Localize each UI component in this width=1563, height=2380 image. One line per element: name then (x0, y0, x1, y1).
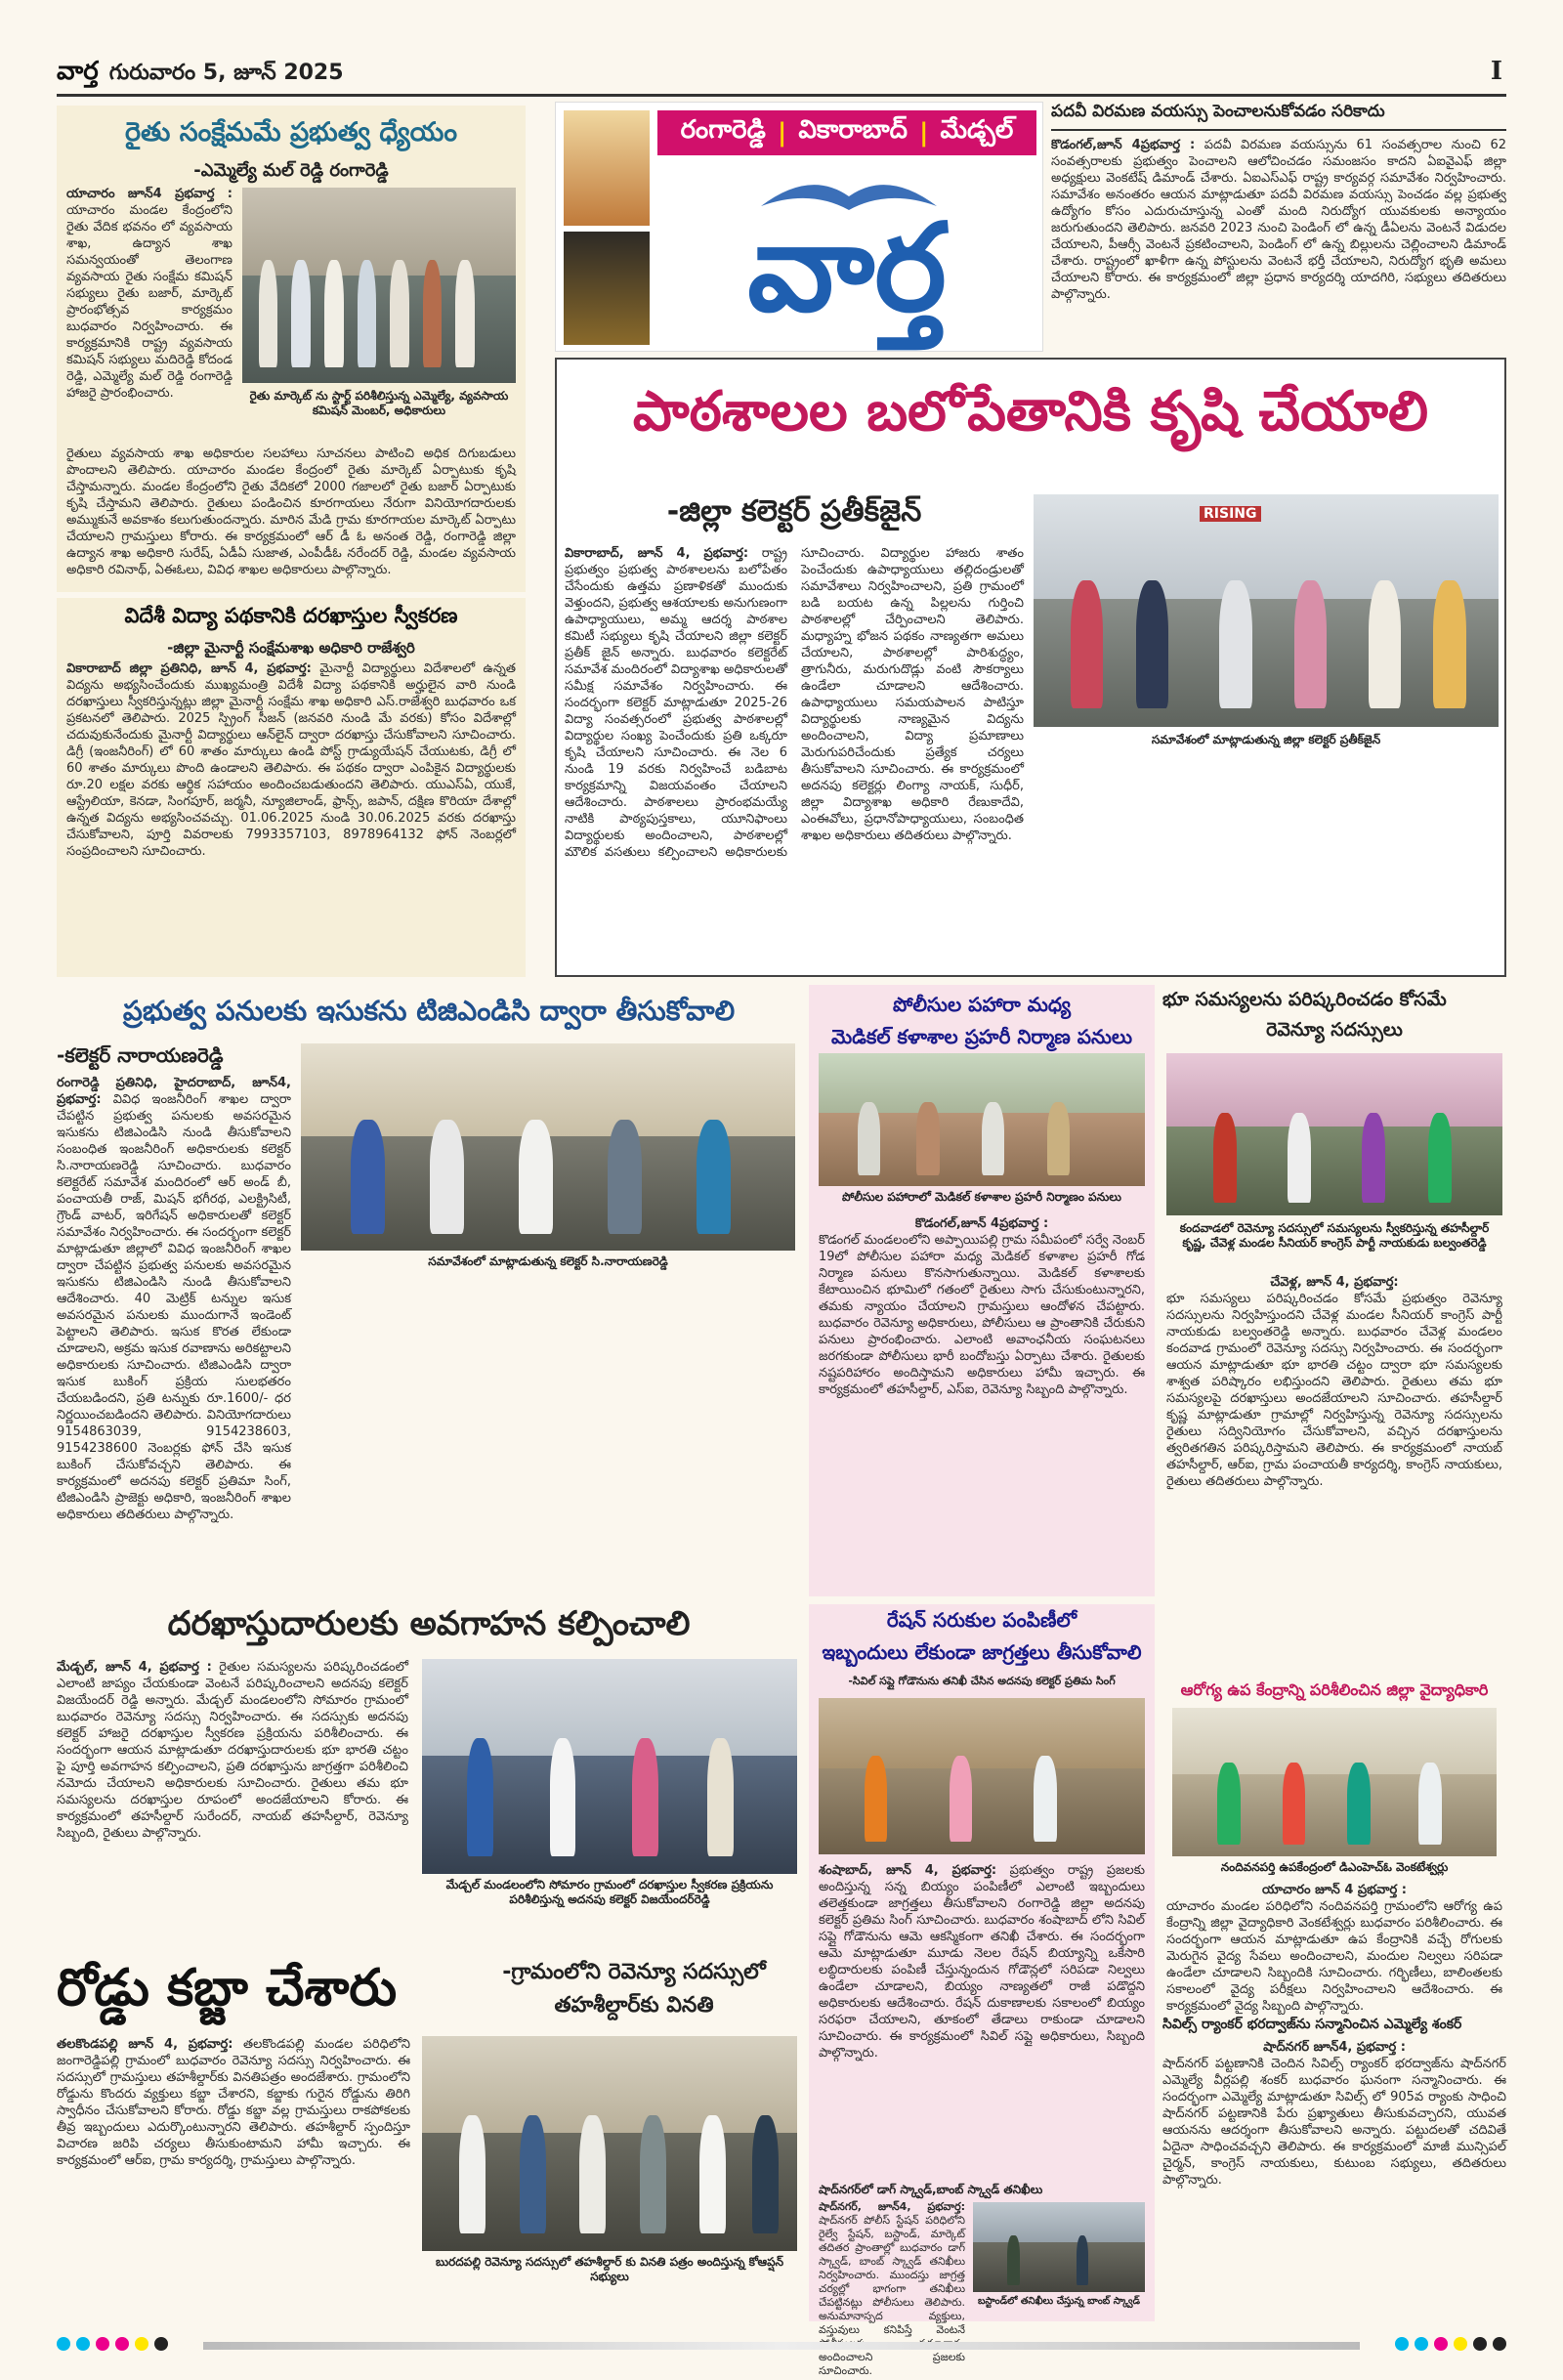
district-banner: రంగారెడ్డి | వికారాబాద్ | మేడ్చల్ వార్త (555, 102, 1043, 352)
godown-inspection-photo (819, 1698, 1145, 1854)
article-civils-ranker (1162, 2017, 1506, 2321)
dateline: కొడంగల్,జూన్ 4ప్రభవార్త : (914, 1216, 1049, 1231)
dateline: వికారాబాద్ జిల్లా ప్రతినిధి, జూన్ 4, ప్రభవార్త: (66, 661, 312, 676)
headline-line2: ఇబ్బందులు లేకుండా జాగ్రత్తలు తీసుకోవాలి (822, 1640, 1142, 1664)
dateline: కొడంగల్,జూన్ 4ప్రభవార్త : (1051, 138, 1196, 152)
article-body: షాద్‌నగర్ పోలీస్ స్టేషన్ పరిధిలోని రైల్వే స్టేషన్, బస్టాండ్, మార్కెట్ తదితర ప్రాంతాల్లో బుధవారం డాగ్ స్క్వాడ్, బాంబ్ స్క్వాడ్ తనిఖీలు నిర్వహించారు. ముందస్తు జాగ్రత్త చర్యల్లో భాగంగా తనిఖీలు చేపట్టినట్లు పోలీసులు తెలిపారు. అనుమానాస్పద వ్యక్తులు, వస్తువులు కనిపిస్తే వెంటనే అందించాలని ప్రజలకు సూచించారు. (819, 2214, 965, 2377)
headline: ఆరోగ్య ఉప కేంద్రాన్ని పరిశీలించిన జిల్లా వైద్యాధికారి (1180, 1680, 1489, 1699)
dateline: శంషాబాద్, జూన్ 4, ప్రభవార్త: (819, 1863, 997, 1878)
photo-caption: నందివనపర్తి ఉపకేంద్రంలో డిఎంహెచ్ఓ వెంకటేశ్వర్లు (1220, 1860, 1449, 1874)
headline-line1: రేషన్ సరుకుల పంపిణీలో (886, 1608, 1077, 1632)
petition-photo (422, 2036, 797, 2251)
article-dog-squad (819, 2183, 1145, 2377)
varta-logo: వార్త (747, 198, 947, 339)
photo-caption: బస్టాండ్‌లో తనిఖీలు చేస్తున్న బాంబ్ స్క్వాడ్ (977, 2296, 1141, 2307)
headline-line2: రెవెన్యూ సదస్సులు (1266, 1019, 1403, 1041)
article-body: రైతుల సమస్యలను పరిష్కరించడంలో ఎలాంటి జాప్యం చేయకుండా వెంటనే పరిష్కరించాలని అదనపు కలెక్టర్ విజయేందర్ రెడ్డి అన్నారు. మేడ్చల్ మండలంలోని సోమారం గ్రామంలో బుధవారం రెవెన్యూ సదస్సు నిర్వహించారు. ఈ సదస్సుకు అదనపు కలెక్టర్ హాజరై దరఖాస్తుల స్వీకరణ ప్రక్రియను పరిశీలించారు. ఈ సందర్భంగా ఆయన మాట్లాడుతూ దరఖాస్తుదారులకు భూ భారతి చట్టం పై పూర్తి అవగాహన కల్పించాలని, ప్రతి దరఖాస్తును జాగ్రత్తగా పరిశీలించి నమోదు చేయాలని అధికారులకు సూచించారు. రైతులు తమ భూ సమస్యలను దరఖాస్తుల రూపంలో అందజేయాలని కోరారు. ఈ కార్యక్రమంలో తహసీల్దార్ సురేందర్, నాయబ్ తహసీల్దార్, రెవెన్యూ సిబ్బంది, రైతులు పాల్గొన్నారు. (57, 1660, 408, 1841)
headline: రైతు సంక్షేమమే ప్రభుత్వ ధ్యేయం (124, 117, 458, 148)
dateline: తలకొండపల్లి జూన్ 4, ప్రభవార్త: (57, 2037, 233, 2052)
dateline: షాద్‌నగర్, జూన్4, ప్రభవార్త: (819, 2200, 965, 2213)
headline: ప్రభుత్వ పనులకు ఇసుకను టిజిఎండిసి ద్వారా తీసుకోవాలి (122, 995, 736, 1027)
article-body: యాచారం మండల కేంద్రంలోని రైతు వేదిక భవనం లో వ్యవసాయ శాఖ, ఉద్యాన శాఖ సమన్వయంతో తెలంగాణ వ్యవసాయ రైతు సంక్షేమ కమిషన్ సభ్యులు రైతు బజార్, మార్కెట్ ప్రారంభోత్సవ కార్యక్రమం బుధవారం నిర్వహించారు. ఈ కార్యక్రమానికి రాష్ట్ర వ్యవసాయ కమిషన్ సభ్యులు మదిరెడ్డి కోదండ రెడ్డి, ఎమ్మెల్యే మల్ రెడ్డి రంగారెడ్డి హాజరై ప్రారంభించారు. (66, 203, 232, 401)
photo-caption: రైతు మార్కెట్ ను స్టార్ట్ పరిశీలిస్తున్న ఎమ్మెల్యే, వ్యవసాయ కమిషన్ మెంబర్, అధికారులు (249, 389, 509, 417)
headline: పాఠశాలల బలోపేతానికి కృషి చేయాలి (632, 380, 1429, 444)
article-body: ప్రభుత్వం రాష్ట్ర ప్రజలకు అందిస్తున్న సన్న బియ్యం పంపిణీలో ఎలాంటి ఇబ్బందులు తలెత్తకుండా జాగ్రత్తలు తీసుకోవాలని రంగారెడ్డి జిల్లా అదనపు కలెక్టర్ ప్రతిమ సింగ్ సూచించారు. బుధవారం శంషాబాద్ లోని సివిల్ సప్లై గోడౌనును ఆమె ఆకస్మికంగా తనిఖీ చేశారు. ఈ సందర్భంగా ఆమె మాట్లాడుతూ మూడు నెలల రేషన్ బియ్యాన్ని ఒకేసారి లబ్ధిదారులకు పంపిణీ చేస్తున్నందున గోడౌన్లలో సరిపడా నిల్వలు ఉండేలా చూడాలని, బియ్యం నాణ్యతలో రాజీ పడొద్దని అధికారులకు ఆదేశించారు. రేషన్ దుకాణాలకు సకాలంలో బియ్యం సరఫరా చేయాలని, తూకంలో తేడాలు రాకుండా చూడాలని సూచించారు. ఈ కార్యక్రమంలో సివిల్ సప్లై అధికారులు, సిబ్బంది పాల్గొన్నారు. (819, 1863, 1145, 2061)
photo-caption: బురదపల్లి రెవెన్యూ సదస్సులో తహశీల్దార్ కు వినతి పత్రం అందిస్తున్న కోఆప్షన్ సభ్యులు (435, 2255, 784, 2283)
application-review-photo (422, 1659, 797, 1874)
district-medchal: మేడ్చల్ (940, 115, 1014, 145)
masthead-brand: వార్త (57, 57, 99, 86)
article-revenue-meetings (1162, 985, 1506, 1675)
article-road-encroachment (57, 1954, 801, 2321)
subheadline: -జిల్లా కలెక్టర్ ప్రతీక్‌జైన్ (666, 494, 922, 529)
headline: దరఖాస్తుదారులకు అవగాహన కల్పించాలి (167, 1604, 691, 1643)
photo-caption: సమావేశంలో మాట్లాడుతున్న కలెక్టర్ సి.నారాయణరెడ్డి (428, 1254, 668, 1268)
dateline: మేడ్చల్, జూన్ 4, ప్రభవార్త : (57, 1660, 212, 1675)
masthead-date: గురువారం 5, జూన్ 2025 (108, 61, 344, 85)
headline-line2: మెడికల్ కళాశాల ప్రహరీ నిర్మాణ పనులు (830, 1025, 1133, 1048)
subheadline: -సివిల్ సప్లై గోడౌనును తనిఖీ చేసిన అదనపు కలెక్టర్ ప్రతిమ సింగ్ (848, 1675, 1116, 1687)
dateline: రంగారెడ్డి ప్రతినిధి, హైదరాబాద్, జూన్4, ప్రభవార్త: (57, 1076, 291, 1107)
photo-caption: కందవాడలో రెవెన్యూ సదస్సులో సమస్యలను స్వీకరిస్తున్న తహసీల్దార్ కృష్ణ, చేవెళ్ల మండల సీనియర్ కాంగ్రెస్ పార్టీ నాయకుడు బల్వంతరెడ్డి (1179, 1221, 1490, 1250)
article-body: షాద్‌నగర్ పట్టణానికి చెందిన సివిల్స్ ర్యాంకర్ భరద్వాజ్‌ను షాద్‌నగర్ ఎమ్మెల్యే వీర్లపల్లి శంకర్ బుధవారం ఘనంగా సన్మానించారు. ఈ సందర్భంగా ఎమ్మెల్యే మాట్లాడుతూ సివిల్స్ లో 905వ ర్యాంకు సాధించి షాద్‌నగర్ పట్టణానికి పేరు ప్రఖ్యాతులు తీసుకువచ్చారని, యువత ఆయనను ఆదర్శంగా తీసుకోవాలని అన్నారు. పట్టుదలతో చదివితే ఏదైనా సాధించవచ్చని తెలిపారు. ఈ కార్యక్రమంలో మాజీ మున్సిపల్ చైర్మన్, కాంగ్రెస్ నాయకులు, కుటుంబ సభ్యులు, తదితరులు పాల్గొన్నారు. (1162, 2057, 1506, 2188)
subheadline: -జిల్లా మైనార్టీ సంక్షేమశాఖ అధికారి రాజేశ్వరి (167, 639, 415, 657)
collector-meeting-photo (1034, 494, 1499, 727)
health-centre-photo (1172, 1708, 1497, 1856)
dateline: యాచారం జూన్ 4 ప్రభవార్త : (1262, 1883, 1407, 1897)
lakshmi-idol-photo (564, 232, 650, 345)
headline: పదవీ విరమణ వయస్సు పెంచాలనుకోవడం సరికాదు (1051, 102, 1506, 131)
collector-sand-meeting-photo (301, 1043, 795, 1251)
article-body: రాష్ట్ర ప్రభుత్వం ప్రభుత్వ పాఠశాలలను బలోపేతం చేసేందుకు ఉత్తమ ప్రణాళికతో ముందుకు వెళ్తుందని, ప్రభుత్వ ఆశయాలకు అనుగుణంగా ఉపాధ్యాయులు, అమ్మ ఆదర్శ పాఠశాల కమిటీ సభ్యులు కృషి చేయాలని జిల్లా కలెక్టర్ ప్రతీక్ జైన్ అన్నారు. బుధవారం కలెక్టరేట్ సమావేశ మందిరంలో విద్యాశాఖ అధికారులతో సమీక్ష సమావేశం నిర్వహించారు. ఈ సందర్భంగా కలెక్టర్ మాట్లాడుతూ 2025-26 విద్యా సంవత్సరంలో ప్రభుత్వ పాఠశాలల్లో విద్యార్థుల సంఖ్య పెంచేందుకు ప్రతి ఒక్కరూ కృషి చేయాలని సూచించారు. ఈ నెల 6 నుండి 19 వరకు నిర్వహించే బడిబాట కార్యక్రమాన్ని విజయవంతం చేయాలని ఆదేశించారు. పాఠశాలలు ప్రారంభమయ్యే నాటికి పాఠ్యపుస్తకాలు, యూనిఫాంలు విద్యార్థులకు అందించాలని, పాఠశాలల్లో మౌలిక వసతులు కల్పించాలని అధికారులకు సూచించారు. విద్యార్థుల హాజరు శాతం పెంచేందుకు ఉపాధ్యాయులు తల్లిదండ్రులతో సమావేశాలు నిర్వహించాలని, ప్రతి గ్రామంలో బడి బయట ఉన్న పిల్లలను గుర్తించి పాఠశాలల్లో చేర్పించాలని తెలిపారు. మధ్యాహ్న భోజన పథకం నాణ్యతగా అమలు చేయాలని, పాఠశాలల్లో పారిశుద్ధ్యం, త్రాగునీరు, మరుగుదొడ్లు వంటి సౌకర్యాలు ఉండేలా చూడాలని ఆదేశించారు. ఉపాధ్యాయులు సమయపాలన పాటిస్తూ విద్యార్థులకు నాణ్యమైన విద్యను అందించాలని, విద్యా ప్రమాణాలు మెరుగుపరిచేందుకు ప్రత్యేక చర్యలు తీసుకోవాలని సూచించారు. ఈ కార్యక్రమంలో అదనపు కలెక్టర్లు లింగ్యా నాయక్, సుధీర్, జిల్లా విద్యాశాఖ అధికారి రేణుకాదేవి, ఎంఈవోలు, ప్రధానోపాధ్యాయులు, సంబంధిత శాఖల అధికారులు తదితరులు పాల్గొన్నారు. (565, 546, 1024, 860)
article-body: భూ సమస్యలు పరిష్కరించడం కోసమే ప్రభుత్వం రెవెన్యూ సదస్సులను నిర్వహిస్తుందని చేవెళ్ల మండల సీనియర్ కాంగ్రెస్ పార్టీ నాయకుడు బల్వంతరెడ్డి అన్నారు. బుధవారం చేవెళ్ల మండలం కందవాడ గ్రామంలో రెవెన్యూ సదస్సు నిర్వహించారు. ఈ సందర్భంగా ఆయన మాట్లాడుతూ భూ భారతి చట్టం ద్వారా భూ సమస్యలకు శాశ్వత పరిష్కారం లభిస్తుందని తెలిపారు. రైతులు తమ భూ సమస్యలపై దరఖాస్తులు అందజేయాలని సూచించారు. తహసీల్దార్ కృష్ణ మాట్లాడుతూ గ్రామాల్లో నిర్వహిస్తున్న రెవెన్యూ సదస్సులను రైతులు సద్వినియోగం చేసుకోవాలని, వచ్చిన దరఖాస్తులను త్వరితగతిన పరిష్కరిస్తామని తెలిపారు. ఈ కార్యక్రమంలో నాయబ్ తహసీల్దార్, ఆర్ఐ, గ్రామ పంచాయతీ కార్యదర్శి, కాంగ్రెస్ నాయకులు, రైతులు తదితరులు పాల్గొన్నారు. (1166, 1292, 1502, 1489)
article-health-subcentre (1162, 1680, 1506, 2014)
article-body: కొడంగల్ మండలంలోని అప్పాయిపల్లి గ్రామ సమీపంలో సర్వే నెంబర్ 19లో పోలీసుల పహారా మధ్య మెడికల్ కళాశాల ప్రహరీ గోడ నిర్మాణ పనులు కొనసాగుతున్నాయి. మెడికల్ కళాశాలకు కేటాయించిన భూమిలో గతంలో రైతులు సాగు చేసుకుంటున్నారని, తమకు న్యాయం చేయాలని గ్రామస్తులు ఆందోళన చేపట్టారు. బుధవారం రెవెన్యూ అధికారులు, పోలీసులు ఆ ప్రాంతానికి చేరుకుని పనులు ప్రారంభించారు. ఎలాంటి అవాంఛనీయ సంఘటనలు జరగకుండా పోలీసులు భారీ బందోబస్తు ఏర్పాటు చేశారు. రైతులకు నష్టపరిహారం అందిస్తామని అధికారులు హామీ ఇచ్చారు. ఈ కార్యక్రమంలో తహసీల్దార్, ఎస్ఐ, రెవెన్యూ సిబ్బంది పాల్గొన్నారు. (819, 1233, 1145, 1397)
photo-label: RISING (1200, 506, 1261, 522)
subheadline: -కలెక్టర్ నారాయణరెడ్డి (57, 1043, 224, 1067)
page-number: I (1490, 57, 1502, 86)
headline: షాద్‌నగర్‌లో డాగ్ స్క్వాడ్,బాంబ్ స్క్వాడ్ తనిఖీలు (819, 2183, 1043, 2196)
subheadline-line2: తహశీల్దార్‌కు వినతి (554, 1993, 714, 2018)
masthead (57, 57, 1506, 90)
farmers-market-photo (242, 188, 516, 383)
article-ration-distribution (809, 1604, 1155, 2377)
headline: రోడ్డు కబ్జా చేశారు (57, 1959, 398, 2018)
article-retirement-age (1051, 102, 1506, 352)
photo-caption: మేడ్చల్ మండలంలోని సోమారం గ్రామంలో దరఖాస్తుల స్వీకరణ ప్రక్రియను పరిశీలిస్తున్న అదనపు కలెక్టర్ విజయేందర్‌రెడ్డి (445, 1878, 774, 1906)
headline: సివిల్స్ ర్యాంకర్ భరద్వాజ్‌ను సన్మానించిన ఎమ్మెల్యే శంకర్ (1162, 2017, 1462, 2032)
masthead-rule (57, 94, 1506, 97)
article-school-strengthening (555, 358, 1506, 977)
dateline: వికారాబాద్, జూన్ 4, ప్రభవార్త: (565, 546, 749, 561)
construction-photo (819, 1053, 1145, 1186)
article-sand-tgmdc (57, 985, 801, 1596)
article-body: మైనార్టీ విద్యార్థులు విదేశాలలో ఉన్నత విద్యను అభ్యసించేందుకు ముఖ్యమంత్రి విదేశీ విద్యా పథకానికి అర్హులైన వారి నుండి దరఖాస్తులు స్వీకరిస్తున్నట్లు జిల్లా మైనార్టీ సంక్షేమ శాఖ అధికారి ఎస్.రాజేశ్వరి బుధవారం ఒక ప్రకటనలో తెలిపారు. 2025 స్ప్రింగ్ సీజన్ (జనవరి నుండి మే వరకు) కోసం విదేశాల్లో చదువుకునేందుకు మైనార్టీ విద్యార్థులు ఆన్‌లైన్ ద్వారా దరఖాస్తు చేసుకోవాలని సూచించారు. డిగ్రీ (ఇంజనీరింగ్) లో 60 శాతం మార్కులు ఉండి పోస్ట్ గ్రాడ్యుయేషన్ చేయుటకు, డిగ్రీ లో 60 శాతం మార్కులు పొంది ఉండాలని తెలిపారు. ఈ పథకం ద్వారా ఎంపికైన విద్యార్థులకు రూ.20 లక్షల వరకు ఆర్థిక సహాయం అందించబడుతుందని తెలిపారు. యుఎస్ఏ, యుకే, ఆస్ట్రేలియా, కెనడా, సింగపూర్, జర్మనీ, న్యూజిలాండ్, ఫ్రాన్స్, జపాన్, దక్షిణ కొరియా దేశాల్లో ఉన్నత విద్యను అభ్యసించవచ్చు. 01.06.2025 నుండి 30.06.2025 వరకు దరఖాస్తు చేసుకోవాలని, పూర్తి వివరాలకు 7993357103, 8978964132 ఫోన్ నెంబర్లలో సంప్రదించాలని సూచించారు. (66, 661, 516, 859)
article-applicant-awareness (57, 1604, 801, 1946)
article-medical-college-wall (809, 985, 1155, 1596)
registration-strip (57, 2337, 1506, 2357)
article-overseas-education (57, 598, 526, 977)
article-body: వివిధ ఇంజనీరింగ్ శాఖల ద్వారా చేపట్టిన ప్రభుత్వ పనులకు అవసరమైన ఇసుకను టిజిఎండిసి నుండి తీసుకోవాలని సంబంధిత ఇంజనీరింగ్ అధికారులకు కలెక్టర్ సి.నారాయణరెడ్డి సూచించారు. బుధవారం కలెక్టరేట్ సమావేశ మందిరంలో ఆర్ అండ్ బీ, పంచాయతీ రాజ్, మిషన్ భగీరథ, ఎలక్ట్రిసిటీ, గ్రౌండ్ వాటర్, ఇరిగేషన్ అధికారులతో కలెక్టర్ సమావేశం నిర్వహించారు. ఈ సందర్భంగా కలెక్టర్ మాట్లాడుతూ జిల్లాలో వివిధ ఇంజనీరింగ్ శాఖల ద్వారా చేపట్టిన ప్రభుత్వ పనులకు అవసరమైన ఇసుకను టిజిఎండిసి నుండి తీసుకోవాలని ఆదేశించారు. 40 మెట్రిక్ టన్నుల ఇసుక అవసరమైన పనులకు ముందుగానే ఇండెంట్ పెట్టాలని తెలిపారు. ఇసుక కొరత లేకుండా చూడాలని, అక్రమ ఇసుక రవాణాను అరికట్టాలని అధికారులకు సూచించారు. టిజిఎండిసి ద్వారా ఇసుక బుకింగ్ ప్రక్రియ సులభతరం చేయబడిందని, ప్రతి టన్నుకు రూ.1600/- ధర నిర్ణయించబడిందని తెలిపారు. వినియోగదారులు 9154863039, 9154238603, 9154238600 నెంబర్లకు ఫోన్ చేసి ఇసుక బుకింగ్ చేసుకోవచ్చని తెలిపారు. ఈ కార్యక్రమంలో అదనపు కలెక్టర్ ప్రతిమా సింగ్, టిజిఎండిసి ప్రాజెక్టు అధికారి, ఇంజనీరింగ్ శాఖల అధికారులు తదితరులు పాల్గొన్నారు. (57, 1092, 291, 1522)
article-body: తలకొండపల్లి మండల పరిధిలోని జంగారెడ్డిపల్లి గ్రామంలో బుధవారం రెవెన్యూ సదస్సు నిర్వహించారు. ఈ సదస్సులో గ్రామస్తులు తహశీల్దార్‌కు వినతిపత్రం అందజేశారు. గ్రామంలోని రోడ్డును కొందరు వ్యక్తులు కబ్జా చేశారని, కబ్జాకు గురైన రోడ్డును తిరిగి స్వాధీనం చేసుకోవాలని కోరారు. రోడ్డు కబ్జా వల్ల గ్రామస్తులు రాకపోకలకు తీవ్ర ఇబ్బందులు ఎదుర్కొంటున్నారని తెలిపారు. తహశీల్దార్ స్పందిస్తూ విచారణ జరిపి చర్యలు తీసుకుంటామని హామీ ఇచ్చారు. ఈ కార్యక్రమంలో ఆర్ఐ, గ్రామ కార్యదర్శి, గ్రామస్తులు పాల్గొన్నారు. (57, 2037, 410, 2168)
photo-caption: పోలీసుల పహారాలో మెడికల్ కళాశాల ప్రహరీ నిర్మాణం పనులు (842, 1190, 1121, 1204)
headline-line1: భూ సమస్యలను పరిష్కరించడం కోసమే (1162, 989, 1447, 1010)
headline: విదేశీ విద్యా పథకానికి దరఖాస్తుల స్వీకరణ (124, 604, 458, 627)
dateline: యాచారం జూన్4 ప్రభవార్త : (66, 187, 232, 201)
district-vikarabad: వికారాబాద్ (798, 115, 908, 145)
photo-caption: సమావేశంలో మాట్లాడుతున్న జిల్లా కలెక్టర్ ప్రతీక్‌జైన్ (1151, 733, 1381, 746)
dateline: షాద్‌నగర్ జూన్4, ప్రభవార్త : (1263, 2040, 1406, 2055)
subheadline-line1: -గ్రామంలోని రెవెన్యూ సదస్సులో (502, 1960, 766, 1984)
revenue-meeting-photo (1166, 1053, 1502, 1215)
article-body: యాచారం మండల పరిధిలోని నందివనపర్తి గ్రామంలోని ఆరోగ్య ఉప కేంద్రాన్ని జిల్లా వైద్యాధికారి వెంకటేశ్వర్లు బుధవారం పరిశీలించారు. ఈ సందర్భంగా ఆయన మాట్లాడుతూ ఉప కేంద్రానికి వచ్చే రోగులకు మెరుగైన వైద్య సేవలు అందించాలని, మందుల నిల్వలు సరిపడా ఉండేలా చూడాలని సిబ్బందికి సూచించారు. గర్భిణీలు, బాలింతలకు సకాలంలో వైద్య పరీక్షలు నిర్వహించాలని ఆదేశించారు. ఈ కార్యక్రమంలో వైద్య సిబ్బంది పాల్గొన్నారు. (1166, 1899, 1502, 2014)
subheadline: -ఎమ్మెల్యే మల్ రెడ్డి రంగారెడ్డి (193, 160, 389, 181)
article-farmer-welfare (57, 106, 526, 592)
article-body-bottom: రైతులు వ్యవసాయ శాఖ అధికారుల సలహాలు సూచనలు పాటించి అధిక దిగుబడులు పొందాలని తెలిపారు. యాచారం మండల కేంద్రంలో రైతు మార్కెట్ ఏర్పాటుకు కృషి చేస్తామన్నారు. మండల కేంద్రంలోని రైతు వేదికలో 2000 గజాలలో రైతు బజార్ ఏర్పాటుకు కృషి చేస్తామని తెలిపారు. రైతులు పండించిన కూరగాయలు నేరుగా వినియోగదారులకు అమ్ముకునే అవకాశం కలుగుతుందన్నారు. మారిన మేడి గ్రామ కూరగాయల మార్కెట్ ఏర్పాటు చేయాలని గ్రామస్తులు కోరారు. ఈ కార్యక్రమంలో ఆర్ డీ ఓ అనంత రెడ్డి, రంగారెడ్డి జిల్లా ఉద్యాన శాఖ అధికారి సురేష్, ఏడీఏ సుజాత, ఎంపీడీఓ నరేందర్ రెడ్డి, మండల వ్యవసాయ అధికారి రవినాథ్, ఏఈఓలు, వివిధ శాఖల అధికారులు పాల్గొన్నారు. (66, 446, 516, 577)
temple-photo (564, 110, 650, 226)
article-body: పదవీ విరమణ వయస్సును 61 సంవత్సరాల నుంచి 62 సంవత్సరాలకు ప్రభుత్వం పెంచాలని ఆలోచించడం సమంజసం కాదని ఏఐవైఎఫ్ జిల్లా అధ్యక్షులు వెంకటేష్ డిమాండ్ చేశారు. ఏఐఎస్ఎఫ్ రాష్ట్ర కార్యవర్గ సమావేశం నిర్వహించారు. సమావేశం అనంతరం ఆయన మాట్లాడుతూ పదవీ విరమణ వయస్సు పెంచడం వల్ల ప్రభుత్వ ఉద్యోగం కోసం ఎదురుచూస్తున్న ఎంతో మంది నిరుద్యోగ యువకులకు అన్యాయం జరుగుతుందని తెలిపారు. జనవరి 2023 నుంచి పెండింగ్ లో ఉన్న డీఏలను వెంటనే విడుదల చేయాలని, పీఆర్సీ వెంటనే ప్రకటించాలని, పెండింగ్ లో ఉన్న బిల్లులను చెల్లించాలని డిమాండ్ చేశారు. రాష్ట్రంలో ఖాళీగా ఉన్న పోస్టులను వెంటనే భర్తీ చేయాలని, నిరుద్యోగ భృతి అమలు చేయాలని కోరారు. ఈ కార్యక్రమంలో జిల్లా ప్రధాన కార్యదర్శి యాదగిరి, సభ్యులు తదితరులు పాల్గొన్నారు. (1051, 138, 1506, 302)
district-rangareddy: రంగారెడ్డి (680, 115, 766, 145)
bomb-squad-photo (973, 2202, 1145, 2292)
dateline: చేవెళ్ల, జూన్ 4, ప్రభవార్త: (1270, 1275, 1399, 1290)
headline-line1: పోలీసుల పహారా మధ్య (892, 993, 1071, 1016)
